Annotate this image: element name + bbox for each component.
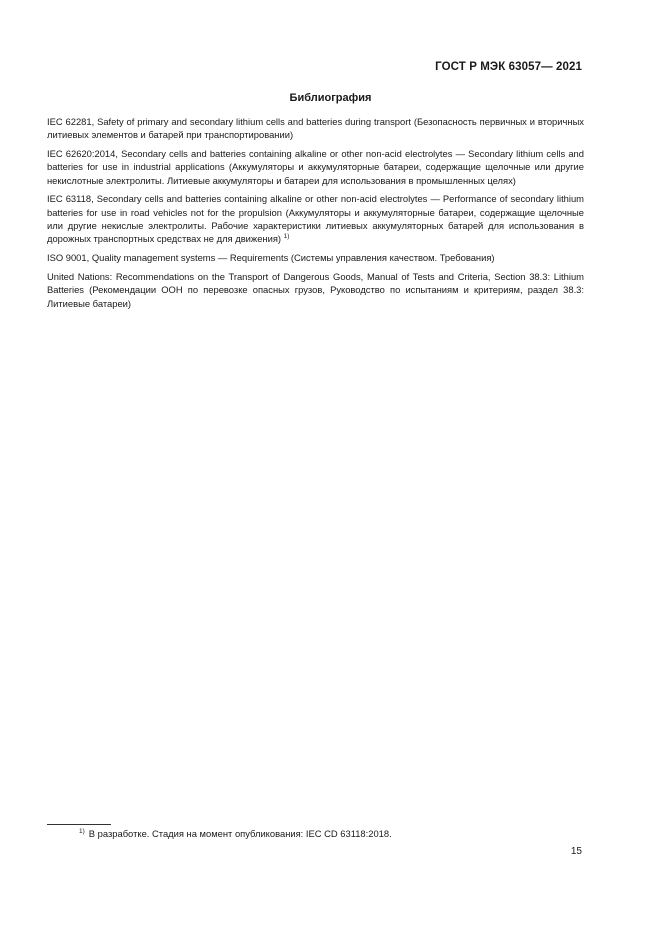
footnote xyxy=(79,827,392,840)
bibliography-entry-text: ISO 9001, Quality management systems — Requirements (Системы управления качеством. Требования) xyxy=(47,252,495,264)
document-header-id: ГОСТ Р МЭК 63057— 2021 xyxy=(435,61,582,73)
bibliography-entry xyxy=(47,251,584,264)
section-title: Библиография xyxy=(289,92,372,104)
bibliography-entry xyxy=(47,115,584,142)
page-number: 15 xyxy=(570,846,582,857)
bibliography-entry-text: IEC 63118, Secondary cells and batteries containing alkaline or other non-acid electrolytes — Performance of secondary lithium batteries for use in road vehicles not for the propulsion (Аккумуляторы и аккумуляторные батареи, содержащие щелочные или другие некислые электролиты. Рабочие характеристики литиевых аккумуляторных батарей для использования в дорожных транспортных средствах не для движения) xyxy=(47,193,584,245)
bibliography-entry xyxy=(47,270,584,310)
bibliography-entry-text: United Nations: Recommendations on the Transport of Dangerous Goods, Manual of Tests and Criteria, Section 38.3: Lithium Batteries (Рекомендации ООН по перевозке опасных грузов, Руководство по испытаниям и критериям, раздел 38.3: Литиевые батареи) xyxy=(47,270,584,309)
bibliography-list xyxy=(47,115,584,315)
footnote-divider xyxy=(47,824,111,825)
footnote-text: В разработке. Стадия на момент опубликования: IEC CD 63118:2018. xyxy=(88,828,392,839)
bibliography-entry xyxy=(47,147,584,187)
footnote-reference[interactable]: 1) xyxy=(283,233,290,241)
footnote-mark: 1) xyxy=(79,827,85,835)
bibliography-entry xyxy=(47,192,584,245)
bibliography-entry-text: IEC 62620:2014, Secondary cells and batteries containing alkaline or other non-acid electrolytes — Secondary lithium cells and batteries for use in industrial applications (Аккумуляторы и аккумуляторные батареи, содержащие щелочные или другие некислотные электролиты. Литиевые аккумуляторы и батареи для использования в промышленных целях) xyxy=(47,148,584,186)
bibliography-entry-text: IEC 62281, Safety of primary and secondary lithium cells and batteries during transport (Безопасность первичных и вторичных литиевых элементов и батарей при транспортировании) xyxy=(47,116,584,141)
